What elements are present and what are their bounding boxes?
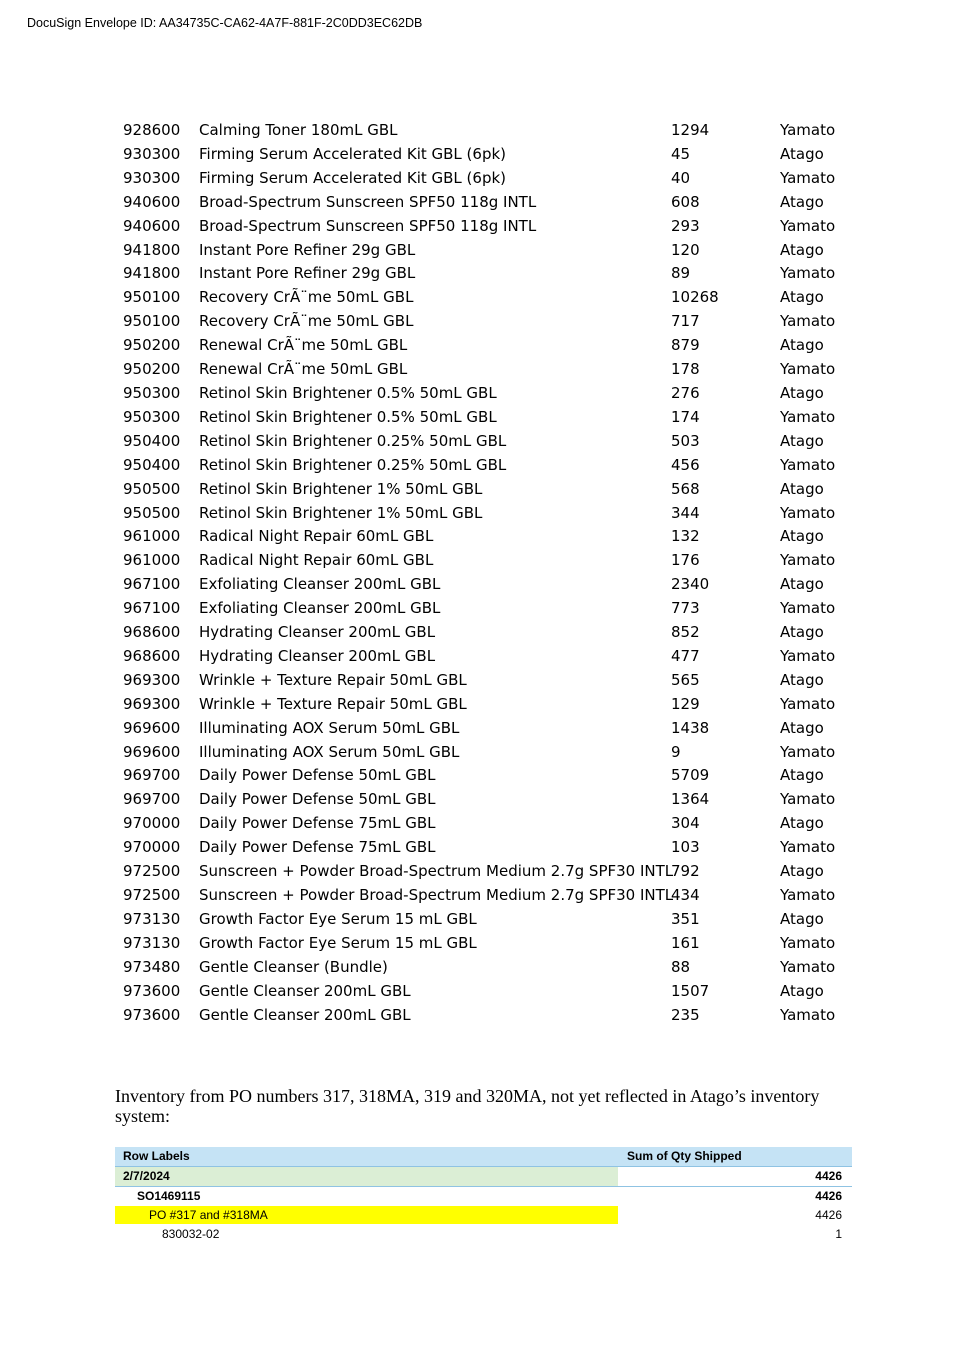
quantity: 178 — [671, 360, 700, 379]
product-description: Illuminating AOX Serum 50mL GBL — [199, 718, 460, 737]
warehouse: Atago — [780, 766, 824, 785]
sku-code: 973130 — [123, 933, 181, 952]
docusign-envelope-id: DocuSign Envelope ID: AA34735C-CA62-4A7F-881F-2C0DD3EC62DB — [27, 16, 423, 30]
warehouse: Yamato — [780, 312, 836, 331]
product-description: Firming Serum Accelerated Kit GBL (6pk) — [199, 168, 507, 187]
quantity: 174 — [671, 407, 700, 426]
quantity: 9 — [671, 742, 681, 761]
quantity: 503 — [671, 431, 700, 450]
quantity: 235 — [671, 1005, 700, 1024]
pivot-date-highlight — [115, 1167, 618, 1186]
sku-code: 930300 — [123, 144, 181, 163]
warehouse: Yamato — [780, 551, 836, 570]
quantity: 351 — [671, 909, 700, 928]
quantity: 129 — [671, 694, 700, 713]
warehouse: Atago — [780, 527, 824, 546]
pivot-po-row — [115, 1206, 852, 1225]
warehouse: Atago — [780, 144, 824, 163]
product-description: Recovery CrÃ¨me 50mL GBL — [199, 288, 414, 307]
warehouse: Yamato — [780, 694, 836, 713]
quantity: 89 — [671, 264, 691, 283]
sku-code: 928600 — [123, 121, 181, 139]
warehouse: Yamato — [780, 168, 836, 187]
sku-code: 940600 — [123, 216, 181, 235]
pivot-header-label: Row Labels — [123, 1149, 190, 1163]
warehouse: Atago — [780, 383, 824, 402]
quantity: 717 — [671, 312, 700, 331]
warehouse: Yamato — [780, 742, 836, 761]
product-description: Radical Night Repair 60mL GBL — [199, 527, 434, 546]
sku-code: 973600 — [123, 1005, 181, 1024]
sku-code: 950500 — [123, 503, 181, 522]
product-description: Wrinkle + Texture Repair 50mL GBL — [199, 694, 467, 713]
sku-code: 969700 — [123, 766, 181, 785]
product-description: Daily Power Defense 50mL GBL — [199, 790, 436, 809]
quantity: 45 — [671, 144, 691, 163]
quantity: 879 — [671, 336, 700, 355]
sku-code: 967100 — [123, 575, 181, 594]
sku-code: 968600 — [123, 646, 181, 665]
warehouse: Yamato — [780, 407, 836, 426]
product-description: Calming Toner 180mL GBL — [199, 121, 398, 139]
quantity: 88 — [671, 957, 691, 976]
product-description: Broad-Spectrum Sunscreen SPF50 118g INTL — [199, 192, 537, 211]
warehouse: Yamato — [780, 838, 836, 857]
sku-code: 969700 — [123, 790, 181, 809]
pivot-date-label: 2/7/2024 — [123, 1169, 170, 1183]
quantity: 5709 — [671, 766, 710, 785]
warehouse: Atago — [780, 288, 824, 307]
product-description: Daily Power Defense 75mL GBL — [199, 814, 436, 833]
sku-code: 950400 — [123, 455, 181, 474]
product-description: Retinol Skin Brightener 0.25% 50mL GBL — [199, 431, 507, 450]
warehouse: Atago — [780, 336, 824, 355]
quantity: 344 — [671, 503, 700, 522]
warehouse: Yamato — [780, 503, 836, 522]
sku-code: 941800 — [123, 264, 181, 283]
pivot-so-row — [115, 1187, 852, 1206]
product-description: Gentle Cleanser (Bundle) — [199, 957, 388, 976]
product-description: Daily Power Defense 75mL GBL — [199, 838, 436, 857]
quantity: 852 — [671, 623, 700, 642]
pivot-date-row — [115, 1167, 852, 1187]
product-description: Instant Pore Refiner 29g GBL — [199, 264, 416, 283]
warehouse: Yamato — [780, 599, 836, 618]
quantity: 161 — [671, 933, 700, 952]
sku-code: 967100 — [123, 599, 181, 618]
pivot-header-row — [115, 1147, 852, 1167]
warehouse: Yamato — [780, 957, 836, 976]
warehouse: Yamato — [780, 933, 836, 952]
pivot-po-label: PO #317 and #318MA — [149, 1208, 268, 1222]
pivot-item-value: 1 — [835, 1227, 842, 1241]
sku-code: 973480 — [123, 957, 181, 976]
warehouse: Atago — [780, 862, 824, 881]
sku-code: 950300 — [123, 407, 181, 426]
quantity: 1438 — [671, 718, 710, 737]
sku-code: 950400 — [123, 431, 181, 450]
sku-code: 969600 — [123, 718, 181, 737]
warehouse: Atago — [780, 718, 824, 737]
product-description: Retinol Skin Brightener 1% 50mL GBL — [199, 479, 483, 498]
quantity: 477 — [671, 646, 700, 665]
product-description: Retinol Skin Brightener 0.25% 50mL GBL — [199, 455, 507, 474]
sku-code: 940600 — [123, 192, 181, 211]
product-description: Renewal CrÃ¨me 50mL GBL — [199, 360, 408, 379]
sku-code: 973130 — [123, 909, 181, 928]
sku-code: 961000 — [123, 551, 181, 570]
product-description: Hydrating Cleanser 200mL GBL — [199, 646, 436, 665]
sku-code: 950500 — [123, 479, 181, 498]
product-description: Sunscreen + Powder Broad-Spectrum Medium 2.7g SPF30 INTL — [199, 886, 674, 904]
sku-code: 969300 — [123, 670, 181, 689]
quantity: 304 — [671, 814, 700, 833]
warehouse: Yamato — [780, 455, 836, 474]
warehouse: Atago — [780, 909, 824, 928]
warehouse: Yamato — [780, 216, 836, 235]
product-description: Recovery CrÃ¨me 50mL GBL — [199, 312, 414, 331]
sku-code: 969300 — [123, 694, 181, 713]
quantity: 1507 — [671, 981, 710, 1000]
quantity: 120 — [671, 240, 700, 259]
sku-code: 970000 — [123, 814, 181, 833]
product-description: Retinol Skin Brightener 1% 50mL GBL — [199, 503, 483, 522]
quantity: 565 — [671, 670, 700, 689]
quantity: 792 — [671, 862, 700, 881]
product-description: Illuminating AOX Serum 50mL GBL — [199, 742, 460, 761]
warehouse: Atago — [780, 479, 824, 498]
product-description: Wrinkle + Texture Repair 50mL GBL — [199, 670, 467, 689]
sku-code: 930300 — [123, 168, 181, 187]
product-description: Radical Night Repair 60mL GBL — [199, 551, 434, 570]
sku-code: 950200 — [123, 336, 181, 355]
product-description: Growth Factor Eye Serum 15 mL GBL — [199, 933, 477, 952]
product-description: Hydrating Cleanser 200mL GBL — [199, 623, 436, 642]
quantity: 608 — [671, 192, 700, 211]
quantity: 276 — [671, 383, 700, 402]
warehouse: Yamato — [780, 121, 836, 139]
sku-code: 970000 — [123, 838, 181, 857]
inventory-note: Inventory from PO numbers 317, 318MA, 319 and 320MA, not yet reflected in Atago’s inventory system: — [115, 1086, 820, 1126]
warehouse: Atago — [780, 623, 824, 642]
warehouse: Yamato — [780, 886, 836, 904]
quantity: 434 — [671, 886, 700, 904]
quantity: 176 — [671, 551, 700, 570]
sku-code: 972500 — [123, 886, 181, 904]
warehouse: Atago — [780, 814, 824, 833]
sku-code: 968600 — [123, 623, 181, 642]
product-description: Instant Pore Refiner 29g GBL — [199, 240, 416, 259]
product-description: Gentle Cleanser 200mL GBL — [199, 981, 411, 1000]
pivot-item-row — [115, 1225, 852, 1244]
pivot-so-value: 4426 — [815, 1189, 842, 1203]
quantity: 2340 — [671, 575, 710, 594]
pivot-date-value: 4426 — [815, 1169, 842, 1183]
pivot-item-label: 830032-02 — [162, 1227, 220, 1241]
product-description: Exfoliating Cleanser 200mL GBL — [199, 599, 441, 618]
product-description: Renewal CrÃ¨me 50mL GBL — [199, 336, 408, 355]
warehouse: Atago — [780, 192, 824, 211]
warehouse: Atago — [780, 240, 824, 259]
product-description: Broad-Spectrum Sunscreen SPF50 118g INTL — [199, 216, 537, 235]
product-description: Sunscreen + Powder Broad-Spectrum Medium 2.7g SPF30 INTL — [199, 862, 674, 881]
sku-code: 950200 — [123, 360, 181, 379]
warehouse: Atago — [780, 431, 824, 450]
pivot-table — [115, 1147, 852, 1244]
product-description: Retinol Skin Brightener 0.5% 50mL GBL — [199, 407, 497, 426]
quantity: 773 — [671, 599, 700, 618]
warehouse: Yamato — [780, 790, 836, 809]
warehouse: Atago — [780, 670, 824, 689]
sku-code: 972500 — [123, 862, 181, 881]
quantity: 132 — [671, 527, 700, 546]
warehouse: Yamato — [780, 264, 836, 283]
product-description: Daily Power Defense 50mL GBL — [199, 766, 436, 785]
product-description: Gentle Cleanser 200mL GBL — [199, 1005, 411, 1024]
quantity: 103 — [671, 838, 700, 857]
product-description: Retinol Skin Brightener 0.5% 50mL GBL — [199, 383, 497, 402]
sku-code: 950300 — [123, 383, 181, 402]
warehouse: Yamato — [780, 1005, 836, 1024]
sku-code: 941800 — [123, 240, 181, 259]
pivot-header-value: Sum of Qty Shipped — [627, 1149, 742, 1163]
product-description: Firming Serum Accelerated Kit GBL (6pk) — [199, 144, 507, 163]
warehouse: Atago — [780, 575, 824, 594]
sku-code: 969600 — [123, 742, 181, 761]
sku-code: 950100 — [123, 312, 181, 331]
quantity: 456 — [671, 455, 700, 474]
sku-code: 973600 — [123, 981, 181, 1000]
quantity: 1364 — [671, 790, 710, 809]
quantity: 293 — [671, 216, 700, 235]
pivot-so-label: SO1469115 — [137, 1189, 201, 1203]
product-description: Exfoliating Cleanser 200mL GBL — [199, 575, 441, 594]
quantity: 1294 — [671, 121, 710, 139]
sku-code: 961000 — [123, 527, 181, 546]
quantity: 568 — [671, 479, 700, 498]
quantity: 10268 — [671, 288, 719, 307]
pivot-po-value: 4426 — [815, 1208, 842, 1222]
warehouse: Yamato — [780, 360, 836, 379]
quantity: 40 — [671, 168, 691, 187]
product-description: Growth Factor Eye Serum 15 mL GBL — [199, 909, 477, 928]
sku-code: 950100 — [123, 288, 181, 307]
warehouse: Atago — [780, 981, 824, 1000]
warehouse: Yamato — [780, 646, 836, 665]
